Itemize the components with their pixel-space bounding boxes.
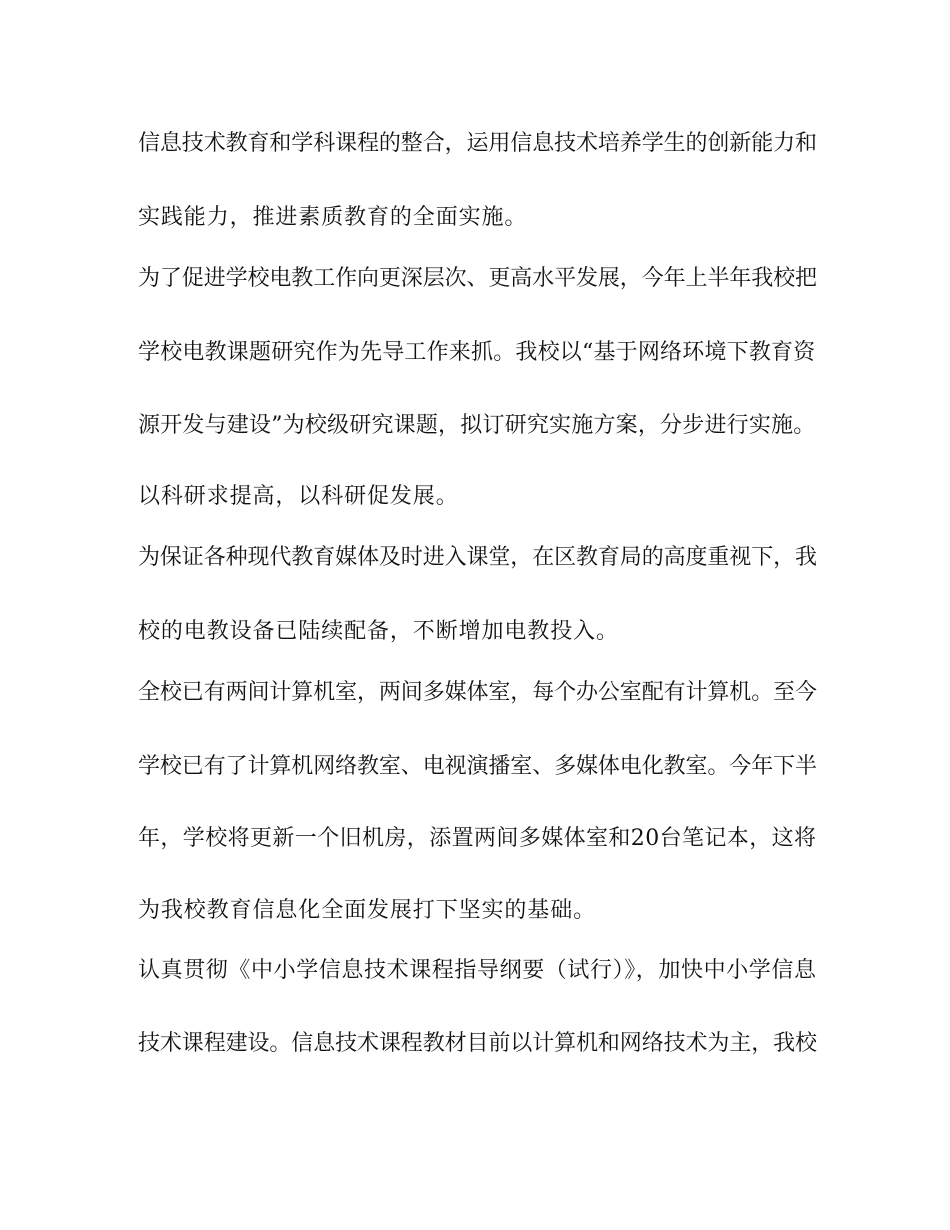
text-line: 校的电教设备已陆续配备，不断增加电教投入。 [138,619,619,644]
text-line: 认真贯彻《中小学信息技术课程指导纲要（试行）》，加快中小学信息 [138,958,817,983]
text-line: 以科研求提高，以科研促发展。 [138,484,459,509]
text-line: 技术课程建设。信息技术课程教材目前以计算机和网络技术为主，我校 [138,1031,817,1056]
text-line: 为了促进学校电教工作向更深层次、更高水平发展，今年上半年我校把 [138,266,817,291]
text-line: 学校电教课题研究作为先导工作来抓。我校以“基于网络环境下教育资 [138,340,816,365]
text-line: 为保证各种现代教育媒体及时进入课堂，在区教育局的高度重视下，我 [138,545,817,570]
text-line: 源开发与建设”为校级研究课题，拟订研究实施方案，分步进行实施。 [138,413,816,438]
text-line: 信息技术教育和学科课程的整合，运用信息技术培养学生的创新能力和 [138,131,817,156]
text-line: 为我校教育信息化全面发展打下坚实的基础。 [138,898,597,923]
text-line: 实践能力，推进素质教育的全面实施。 [138,205,528,230]
text-line: 年，学校将更新一个旧机房，添置两间多媒体室和20台笔记本，这将 [138,826,817,851]
text-line: 学校已有了计算机网络教室、电视演播室、多媒体电化教室。今年下半 [138,754,817,779]
text-line: 全校已有两间计算机室，两间多媒体室，每个办公室配有计算机。至今 [138,680,817,705]
